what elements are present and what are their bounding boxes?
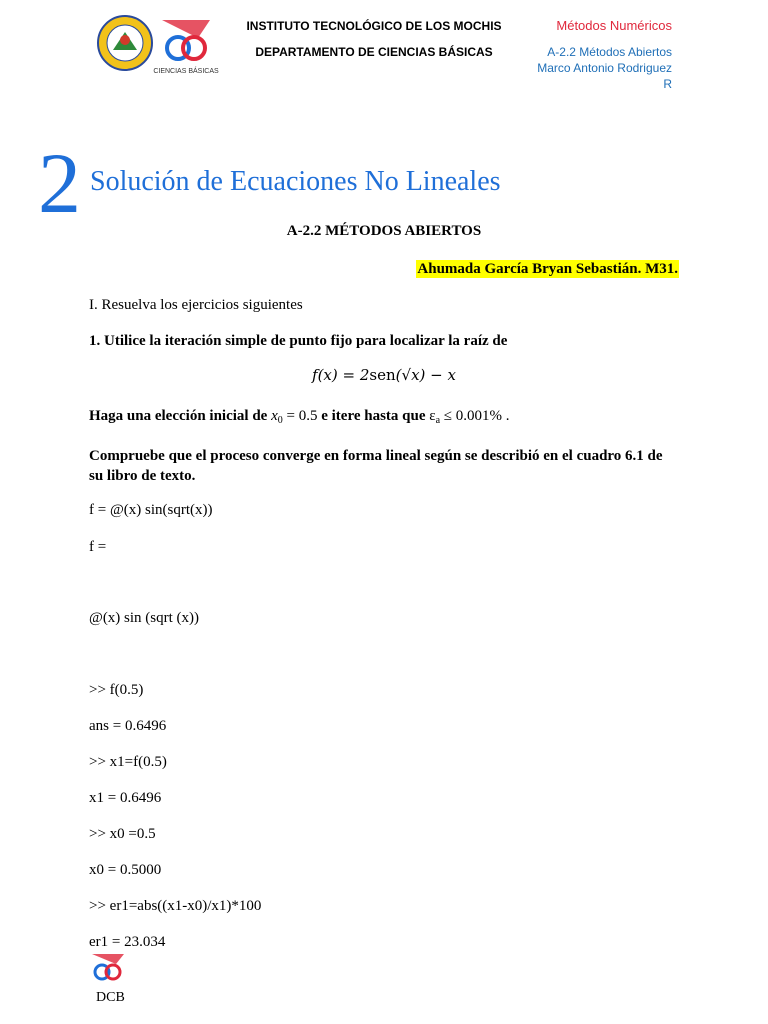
code-line: >> f(0.5) bbox=[89, 682, 144, 698]
equation-rhs: − x bbox=[425, 366, 456, 384]
equation-lhs: f(x) = 2 bbox=[312, 366, 370, 384]
code-line: er1 = 23.034 bbox=[89, 934, 166, 950]
code-line: f = @(x) sin(sqrt(x)) bbox=[89, 502, 213, 518]
initial-text-mid: e itere hasta que bbox=[317, 408, 430, 424]
institute-seal-logo bbox=[95, 14, 155, 72]
chapter-number: 2 bbox=[38, 135, 81, 231]
equation-arg: (√x) bbox=[395, 366, 426, 384]
x0-subscript: 0 bbox=[277, 415, 283, 426]
epsilon-symbol: ε bbox=[429, 408, 436, 424]
code-line: ans = 0.6496 bbox=[89, 718, 167, 734]
x0-value: = 0.5 bbox=[282, 408, 318, 424]
ciencias-basicas-logo bbox=[153, 18, 219, 76]
code-line: x0 = 0.5000 bbox=[89, 862, 162, 878]
footer-label: DCB bbox=[96, 990, 125, 1005]
code-line: f = bbox=[89, 539, 107, 555]
section-title: A-2.2 MÉTODOS ABIERTOS bbox=[286, 223, 482, 239]
code-line: >> x0 =0.5 bbox=[89, 826, 156, 842]
header-center bbox=[236, 18, 512, 70]
footer-logo bbox=[88, 952, 128, 988]
author-name: Ahumada García Bryan Sebastián. M31. bbox=[417, 261, 678, 277]
equation bbox=[0, 366, 768, 384]
code-line: x1 = 0.6496 bbox=[89, 790, 162, 806]
exercise-heading: 1. Utilice la iteración simple de punto fijo para localizar la raíz de bbox=[89, 333, 508, 349]
epsilon-value: ≤ 0.001% . bbox=[440, 408, 510, 424]
initial-text-pre: Haga una elección inicial de bbox=[89, 408, 272, 424]
epsilon-subscript: a bbox=[435, 415, 441, 426]
teacher-name: Marco Antonio Rodriguez bbox=[537, 61, 672, 75]
chapter-title: Solución de Ecuaciones No Lineales bbox=[90, 166, 501, 197]
convergence-text: Compruebe que el proceso converge en forma lineal según se describió en el cuadro 6.1 de su libro de texto. bbox=[89, 448, 663, 484]
course-name: Métodos Numéricos bbox=[556, 18, 672, 33]
teacher-name-cont: R bbox=[663, 77, 672, 91]
institution-name: INSTITUTO TECNOLÓGICO DE LOS MOCHIS bbox=[246, 19, 502, 33]
code-line: >> er1=abs((x1-x0)/x1)*100 bbox=[89, 898, 262, 914]
department-name: DEPARTAMENTO DE CIENCIAS BÁSICAS bbox=[255, 45, 493, 59]
code-line: >> x1=f(0.5) bbox=[89, 754, 167, 770]
header-right bbox=[520, 18, 672, 92]
equation-sen: sen bbox=[369, 366, 396, 384]
x0-variable: x bbox=[271, 408, 278, 424]
initial-condition bbox=[89, 406, 510, 431]
topic-label: A-2.2 Métodos Abiertos bbox=[547, 45, 672, 59]
instruction-text: I. Resuelva los ejercicios siguientes bbox=[89, 297, 303, 313]
code-line: @(x) sin (sqrt (x)) bbox=[89, 610, 200, 626]
logo-caption: CIENCIAS BÁSICAS bbox=[153, 68, 219, 75]
